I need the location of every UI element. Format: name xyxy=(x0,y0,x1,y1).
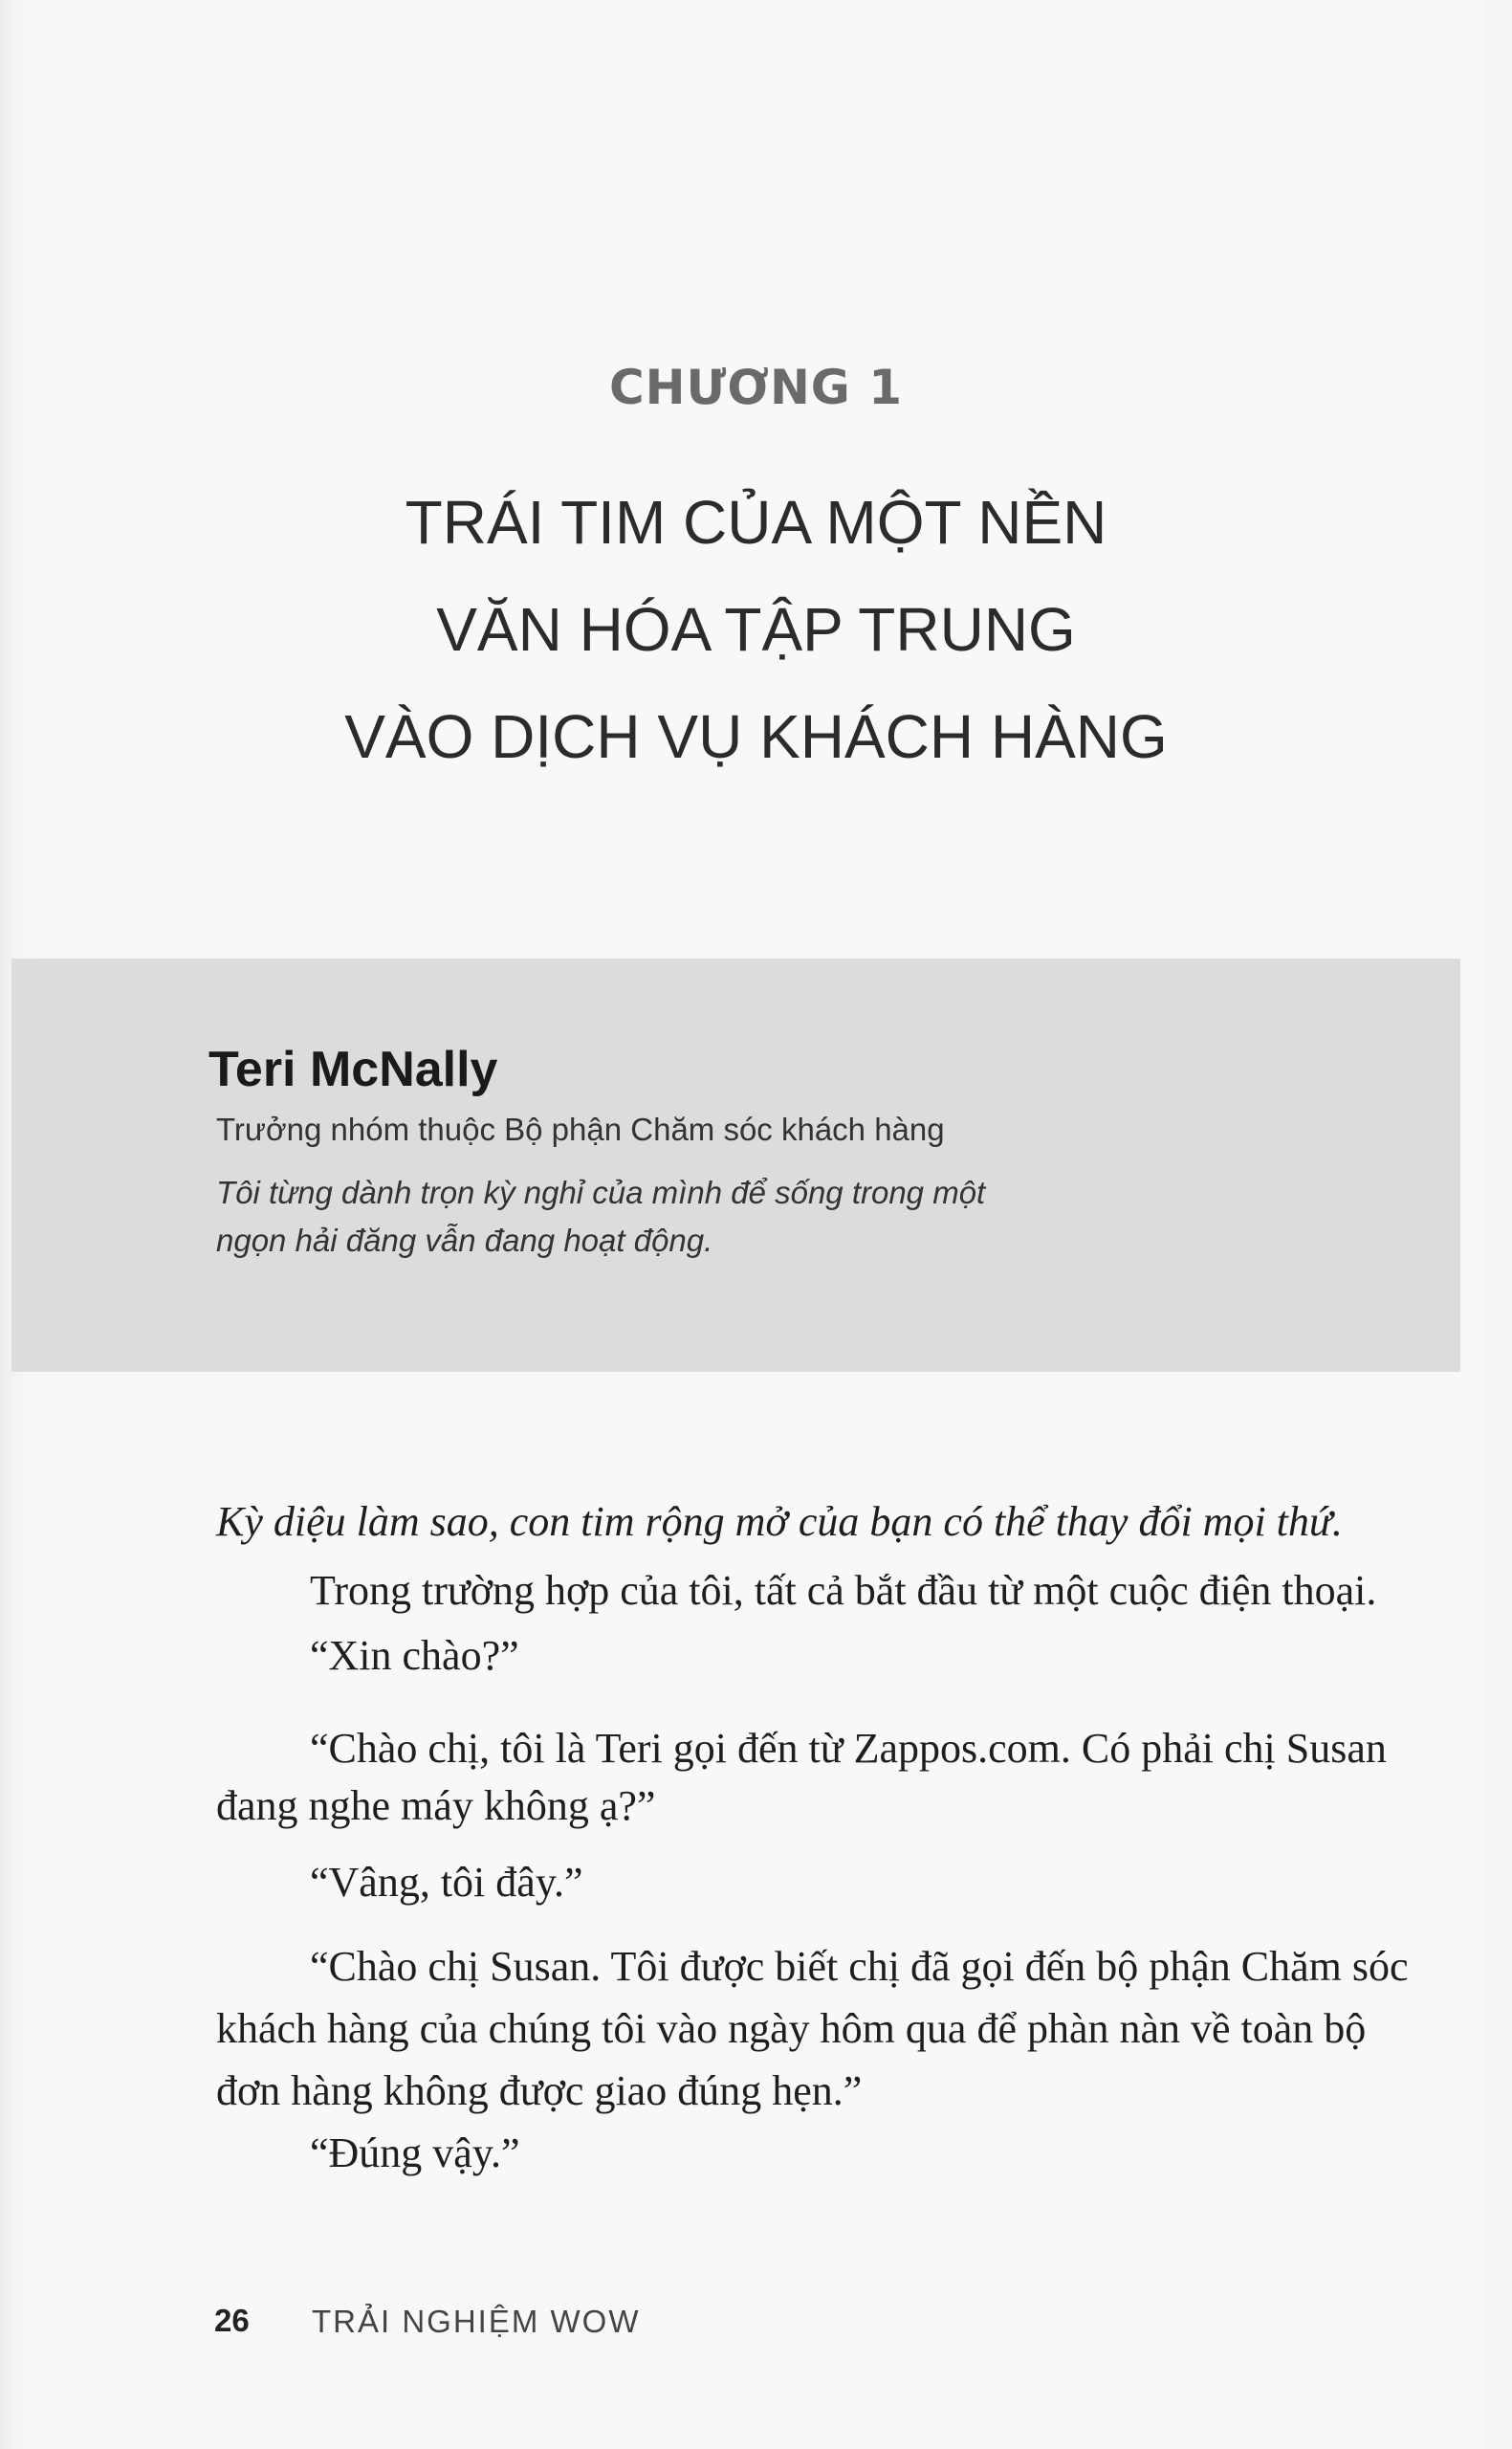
chapter-title xyxy=(0,469,1512,790)
body-line: khách hàng của chúng tôi vào ngày hôm qua để phàn nàn về toàn bộ xyxy=(216,2005,1367,2052)
running-footer-title: TRẢI NGHIỆM WOW xyxy=(312,2304,641,2339)
body-line: đang nghe máy không ạ?” xyxy=(216,1782,656,1829)
profile-name: Teri McNally xyxy=(208,1042,498,1097)
body-line: đơn hàng không được giao đúng hẹn.” xyxy=(216,2067,863,2114)
chapter-title-line: TRÁI TIM CỦA MỘT NỀN xyxy=(405,488,1107,557)
body-line: “Chào chị Susan. Tôi được biết chị đã gọi đến bộ phận Chăm sóc xyxy=(310,1943,1409,1990)
profile-box xyxy=(11,959,1460,1372)
chapter-label: CHƯƠNG 1 xyxy=(608,360,904,415)
profile-quote-line: Tôi từng dành trọn kỳ nghỉ của mình để sống trong một xyxy=(216,1175,986,1210)
body-line: “Vâng, tôi đây.” xyxy=(310,1859,583,1906)
epigraph: Kỳ diệu làm sao, con tim rộng mở của bạn có thể thay đổi mọi thứ. xyxy=(216,1498,1343,1545)
profile-quote-line: ngọn hải đăng vẫn đang hoạt động. xyxy=(216,1223,713,1258)
body-line: Trong trường hợp của tôi, tất cả bắt đầu từ một cuộc điện thoại. xyxy=(310,1567,1377,1614)
body-line: “Xin chào?” xyxy=(310,1632,519,1679)
chapter-title-line: VĂN HÓA TẬP TRUNG xyxy=(436,595,1076,664)
page-number: 26 xyxy=(214,2303,250,2338)
profile-quote xyxy=(216,1169,1077,1265)
body-line: “Chào chị, tôi là Teri gọi đến từ Zappos.com. Có phải chị Susan xyxy=(310,1725,1387,1772)
body-line: “Đúng vậy.” xyxy=(310,2129,520,2176)
chapter-title-line: VÀO DỊCH VỤ KHÁCH HÀNG xyxy=(344,702,1168,771)
profile-role: Trưởng nhóm thuộc Bộ phận Chăm sóc khách hàng xyxy=(216,1112,945,1147)
